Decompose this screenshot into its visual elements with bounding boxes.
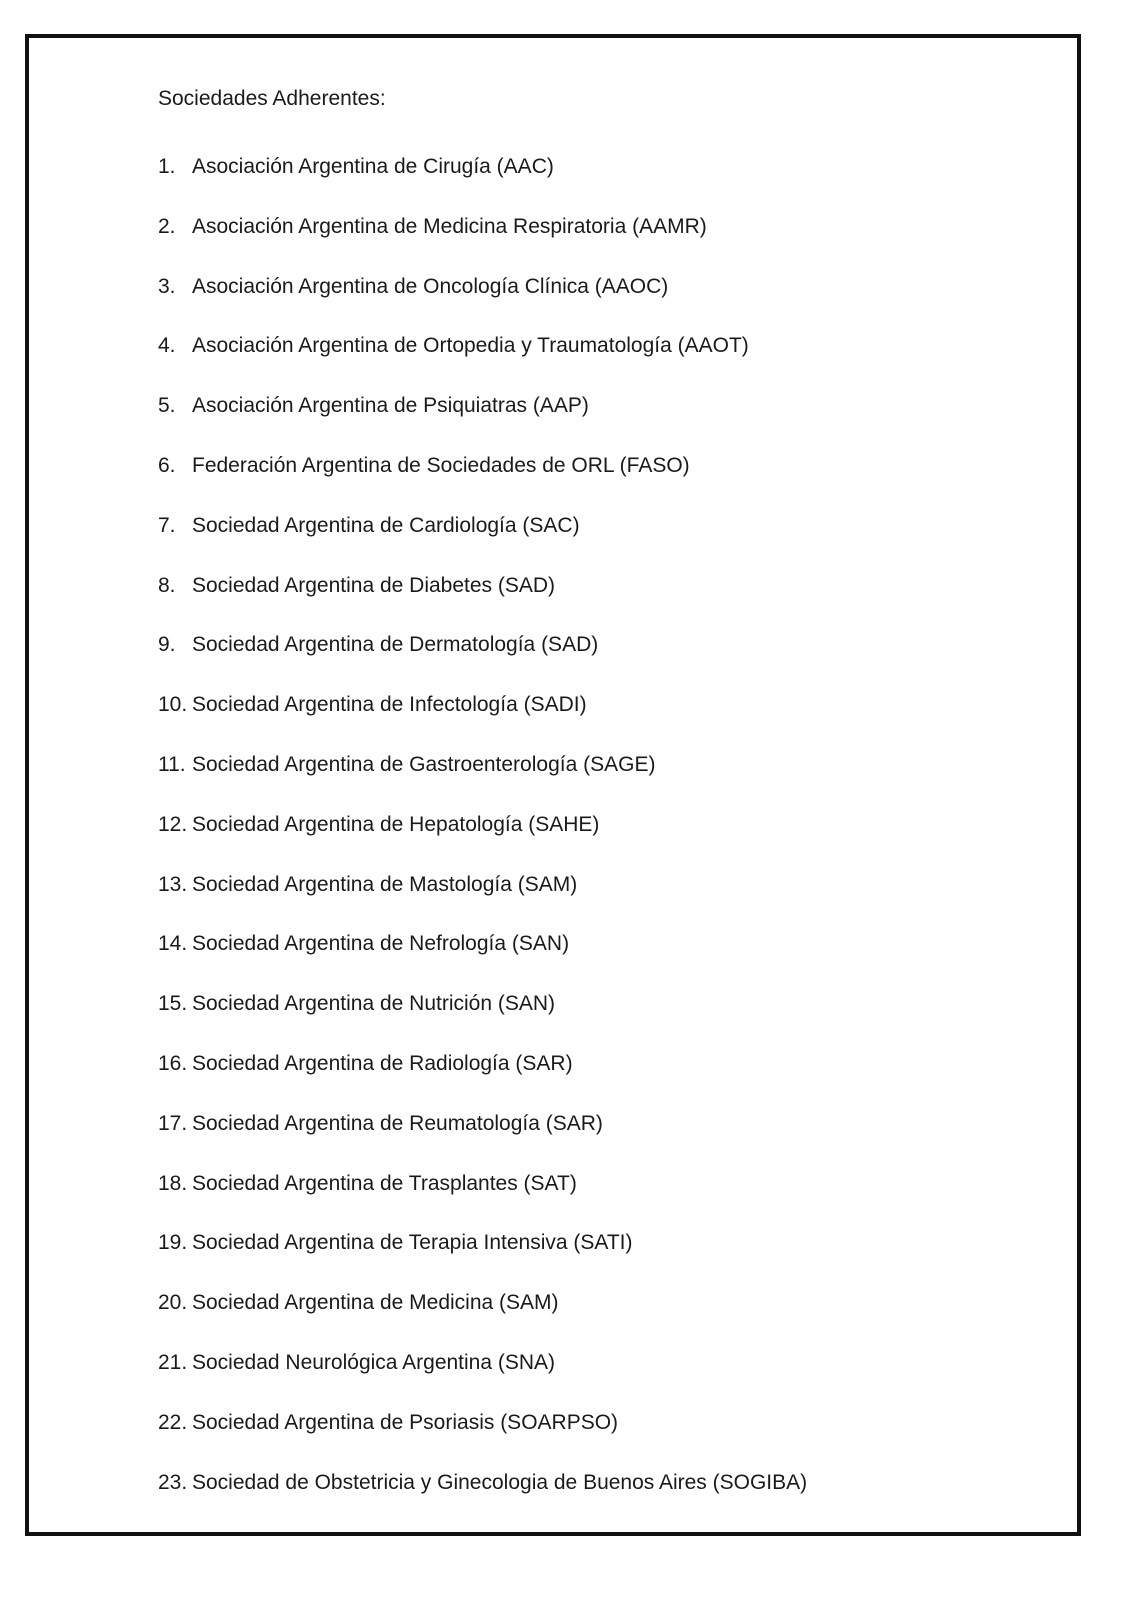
list-item [158,1111,807,1171]
list-item-name: Federación Argentina de Sociedades de ORL (FASO) [192,453,690,477]
list-item [158,573,807,633]
list-item-number: 15. [158,992,188,1016]
list-item-name: Sociedad Neurológica Argentina (SNA) [192,1350,556,1374]
list-item-number: 4. [158,334,176,358]
list-item-name: Sociedad Argentina de Medicina (SAM) [192,1291,559,1315]
list-item [158,1350,807,1410]
list-item-number: 16. [158,1051,188,1075]
list-item-name: Asociación Argentina de Medicina Respiratoria (AAMR) [192,214,707,238]
list-item-name: Sociedad Argentina de Reumatología (SAR) [192,1111,603,1135]
list-item-number: 7. [158,513,176,537]
list-item [158,692,807,752]
list-item [158,1051,807,1111]
list-item [158,1410,807,1470]
list-item-name: Sociedad Argentina de Radiología (SAR) [192,1051,573,1075]
list-item-number: 5. [158,394,176,418]
list-item-name: Sociedad Argentina de Terapia Intensiva (SATI) [192,1231,633,1255]
list-item-name: Sociedad Argentina de Nutrición (SAN) [192,992,556,1016]
list-item [158,991,807,1051]
list-item [158,1470,807,1530]
list-item-number: 6. [158,453,176,477]
list-item-number: 23. [158,1470,188,1494]
list-item [158,1290,807,1350]
list-item-name: Sociedad Argentina de Infectología (SADI) [192,693,587,717]
list-item [158,931,807,991]
list-item-number: 14. [158,932,188,956]
list-item [158,632,807,692]
list-item-number: 22. [158,1410,188,1434]
list-item-number: 20. [158,1291,188,1315]
list-item-number: 18. [158,1171,188,1195]
list-item [158,154,807,214]
list-item-name: Asociación Argentina de Cirugía (AAC) [192,155,554,178]
list-item-number: 9. [158,633,176,657]
list-item [158,1230,807,1290]
list-item-number: 2. [158,214,176,238]
list-item-name: Sociedad Argentina de Trasplantes (SAT) [192,1171,577,1195]
list-item-name: Sociedad Argentina de Mastología (SAM) [192,872,578,896]
list-item [158,752,807,812]
list-item-number: 19. [158,1231,188,1255]
list-item-name: Sociedad Argentina de Dermatología (SAD) [192,633,599,657]
list-item-number: 1. [158,155,176,178]
list-item-name: Sociedad Argentina de Gastroenterología (SAGE) [192,752,656,776]
list-item-number: 12. [158,812,188,836]
list-item-name: Sociedad Argentina de Nefrología (SAN) [192,932,570,956]
list-item-number: 8. [158,573,176,597]
society-list [158,154,807,1529]
list-item [158,453,807,513]
list-item-name: Asociación Argentina de Oncología Clínica (AAOC) [192,274,669,298]
list-item-number: 11. [158,752,186,776]
list-item [158,214,807,274]
list-item-name: Sociedad Argentina de Cardiología (SAC) [192,513,580,537]
list-item-number: 10. [158,693,188,717]
list-item [158,274,807,334]
list-item-number: 21. [158,1350,188,1374]
list-item-name: Asociación Argentina de Psiquiatras (AAP) [192,394,589,418]
list-item-name: Sociedad Argentina de Diabetes (SAD) [192,573,556,597]
list-item-number: 13. [158,872,188,896]
list-item-name: Sociedad de Obstetricia y Ginecologia de Buenos Aires (SOGIBA) [192,1470,808,1494]
list-item-name: Sociedad Argentina de Psoriasis (SOARPSO) [192,1410,619,1434]
page-heading: Sociedades Adherentes: [158,87,386,110]
list-item [158,1171,807,1231]
list-item-number: 17. [158,1111,188,1135]
list-item-number: 3. [158,274,176,298]
list-item [158,333,807,393]
list-item [158,872,807,932]
list-item-name: Asociación Argentina de Ortopedia y Traumatología (AAOT) [192,334,749,358]
list-item [158,393,807,453]
list-item [158,812,807,872]
list-item [158,513,807,573]
list-item-name: Sociedad Argentina de Hepatología (SAHE) [192,812,600,836]
